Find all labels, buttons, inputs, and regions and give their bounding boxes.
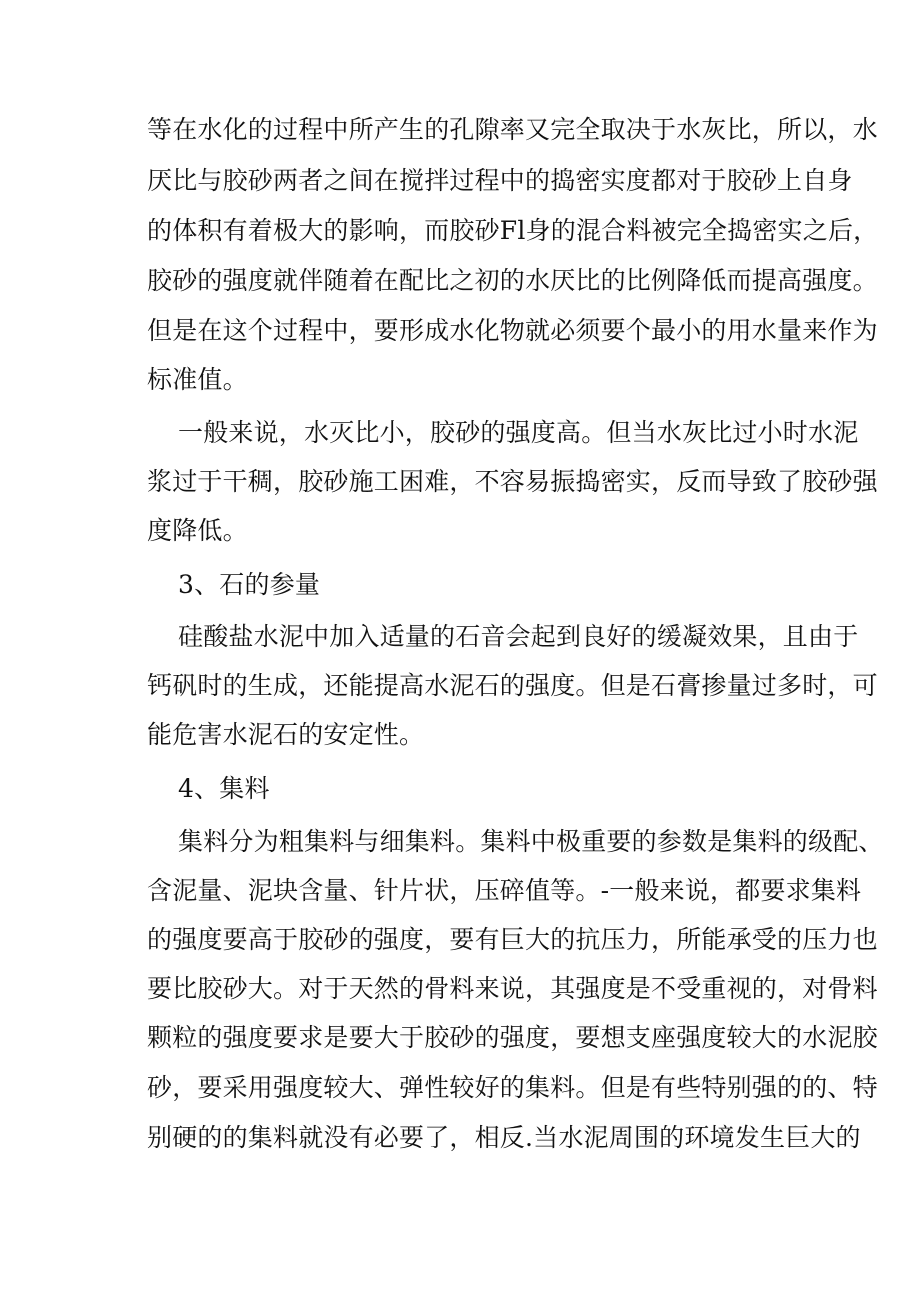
paragraph-1-line-2: 厌比与胶砂两者之间在搅拌过程中的捣密实度都对于胶砂上自身 [147, 166, 853, 195]
paragraph-3-line-2: 钙矾时的生成，还能提高水泥石的强度。但是石膏掺量过多时，可 [147, 671, 878, 700]
paragraph-4-line-4: 要比胶砂大。对于天然的骨料来说，其强度是不受重视的，对骨料 [147, 974, 878, 1003]
paragraph-1-line-5: 但是在这个过程中，要形成水化物就必须要个最小的用水量来作为 [147, 316, 878, 345]
paragraph-3-line-1: 硅酸盐水泥中加入适量的石音会起到良好的缓凝效果，且由于 [178, 622, 859, 651]
paragraph-4-line-2: 含泥量、泥块含量、针片状，压碎值等。-一般来说，都要求集料 [147, 876, 862, 905]
paragraph-2-line-2: 浆过于干稠，胶砂施工困难，不容易振捣密实，反而导致了胶砂强 [147, 467, 878, 496]
paragraph-1-line-4: 胶砂的强度就伴随着在配比之初的水厌比的比例降低而提高强度。 [147, 266, 878, 295]
paragraph-4-line-3: 的强度要高于胶砂的强度，要有巨大的抗压力，所能承受的压力也 [147, 925, 878, 954]
paragraph-4-line-1: 集料分为粗集料与细集料。集料中极重要的参数是集料的级配、 [178, 827, 884, 856]
section-heading-4: 4、集料 [178, 774, 270, 803]
paragraph-2-line-3: 度降低。 [147, 516, 248, 545]
paragraph-2-line-1: 一般来说，水灭比小，胶砂的强度高。但当水灰比过小时水泥 [178, 418, 859, 447]
section-heading-3: 3、石的参量 [178, 570, 321, 599]
paragraph-4-line-7: 别硬的的集料就没有必要了，相反.当水泥周围的环境发生巨大的 [147, 1123, 861, 1152]
paragraph-4-line-5: 颗粒的强度要求是要大于胶砂的强度，要想支座强度较大的水泥胶 [147, 1023, 878, 1052]
paragraph-3-line-3: 能危害水泥石的安定性。 [147, 720, 425, 749]
paragraph-1-line-3: 的体积有着极大的影响，而胶砂Fl身的混合料被完全捣密实之后， [147, 216, 879, 245]
paragraph-4-line-6: 砂，要采用强度较大、弹性较好的集料。但是有些特别强的的、特 [147, 1073, 878, 1102]
paragraph-1-line-1: 等在水化的过程中所产生的孔隙率又完全取决于水灰比，所以，水 [147, 115, 878, 144]
paragraph-1-line-6: 标准值。 [147, 365, 248, 394]
